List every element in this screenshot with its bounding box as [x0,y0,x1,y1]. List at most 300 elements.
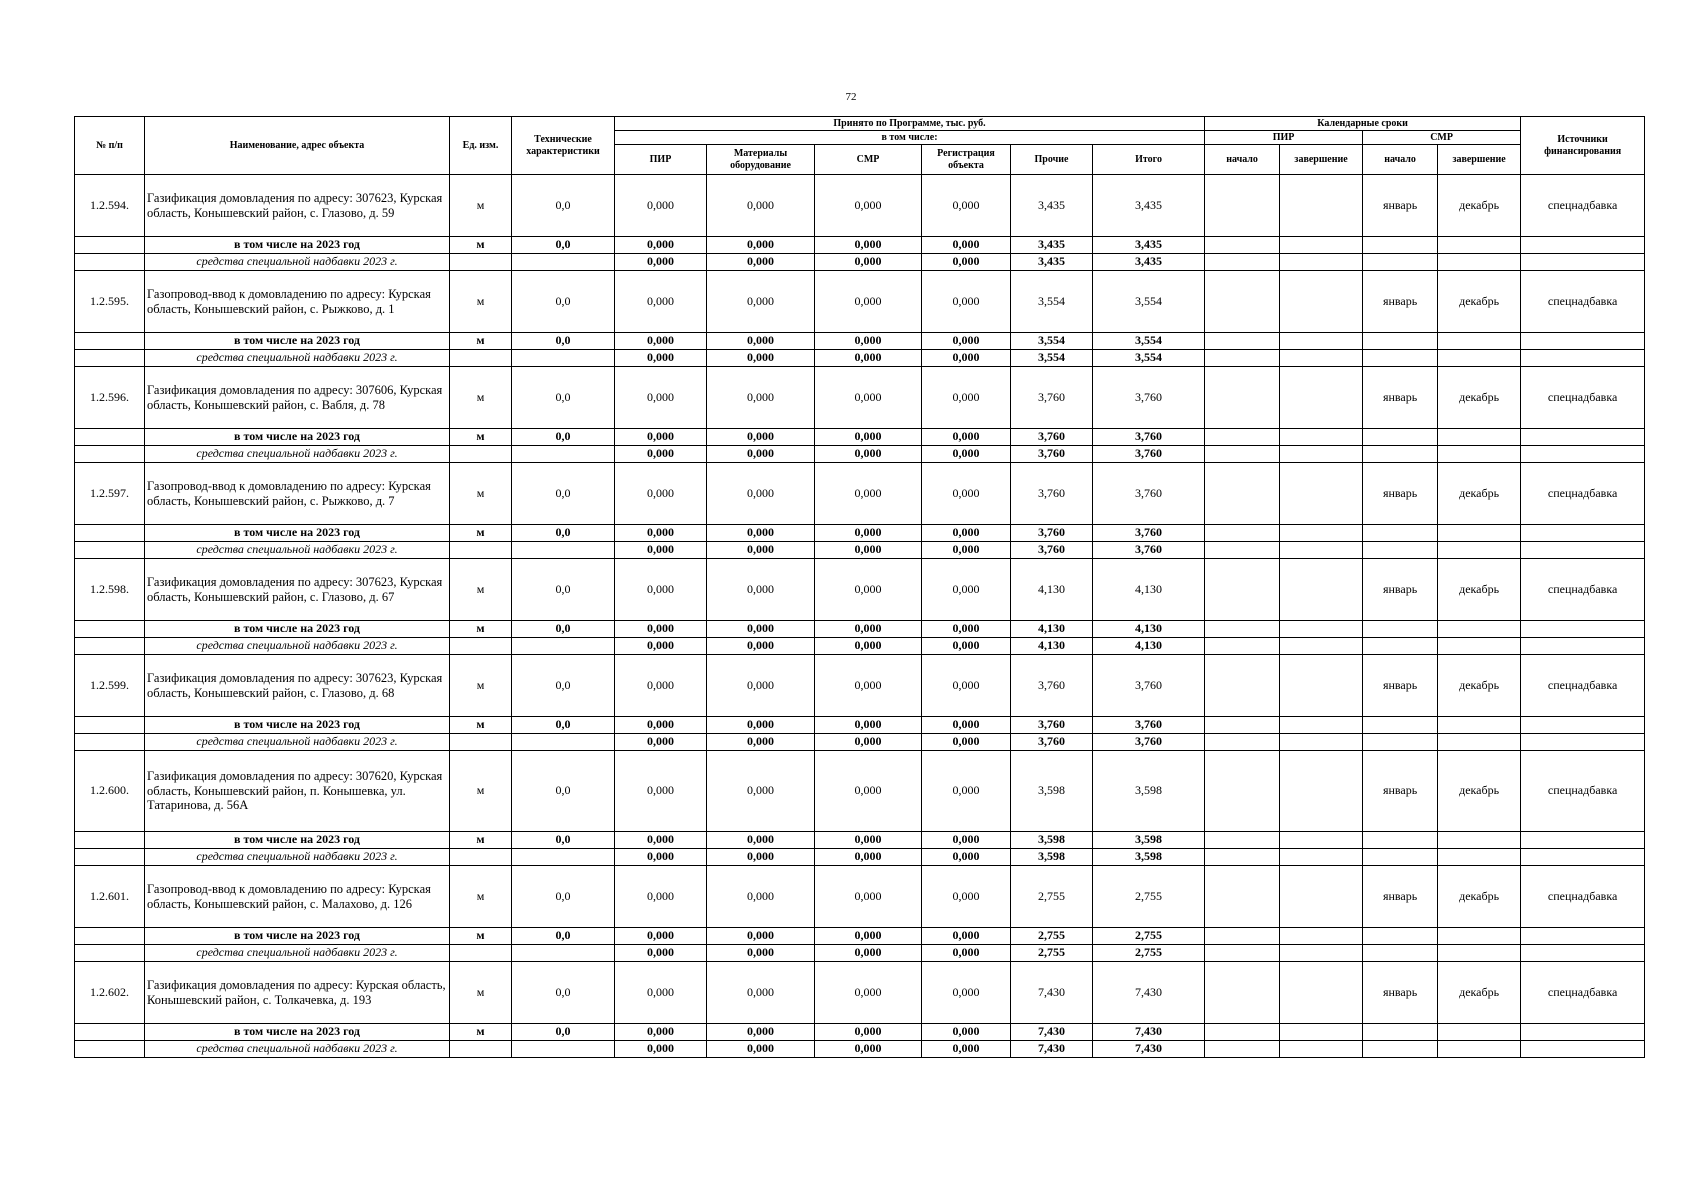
row-number: 1.2.595. [75,271,145,333]
pir-cell: 0,000 [615,655,707,717]
unit-cell: м [450,655,512,717]
pir-cell: 0,000 [615,1041,707,1058]
registration-cell: 0,000 [922,237,1011,254]
header-pir-end: завершение [1280,145,1363,175]
pir-start-cell [1205,962,1280,1024]
empty-cell [75,525,145,542]
smr-end-cell: декабрь [1438,271,1521,333]
pir-cell: 0,000 [615,367,707,429]
table-row [75,463,1645,525]
table-header [75,117,1645,175]
header-smr: СМР [815,145,922,175]
empty-cell [1438,429,1521,446]
empty-cell [1521,734,1645,751]
tech-cell: 0,0 [512,621,615,638]
empty-cell [1438,638,1521,655]
tech-cell: 0,0 [512,271,615,333]
empty-cell [1363,638,1438,655]
empty-cell [1521,237,1645,254]
empty-cell [1280,237,1363,254]
header-materials: Материалы оборудование [707,145,815,175]
pir-cell: 0,000 [615,1024,707,1041]
row-number: 1.2.602. [75,962,145,1024]
header-including: в том числе: [615,131,1205,145]
pir-cell: 0,000 [615,928,707,945]
smr-cell: 0,000 [815,849,922,866]
empty-cell [1205,945,1280,962]
smr-end-cell: декабрь [1438,751,1521,832]
pir-start-cell [1205,367,1280,429]
registration-cell: 0,000 [922,350,1011,367]
header-cal-pir: ПИР [1205,131,1363,145]
pir-start-cell [1205,271,1280,333]
empty-cell [75,254,145,271]
smr-cell: 0,000 [815,237,922,254]
empty-cell [1205,638,1280,655]
object-name: Газификация домовладения по адресу: 307623, Курская область, Конышевский район, с. Глазово, д. 67 [145,559,450,621]
registration-cell: 0,000 [922,333,1011,350]
smr-end-cell: декабрь [1438,866,1521,928]
subtotal-label: в том числе на 2023 год [145,1024,450,1041]
registration-cell: 0,000 [922,638,1011,655]
empty-cell [1280,254,1363,271]
header-tech: Технические характеристики [512,117,615,175]
source-cell: спецнадбавка [1521,175,1645,237]
header-other: Прочие [1011,145,1093,175]
empty-cell [1205,1024,1280,1041]
empty-cell [1438,237,1521,254]
object-name: Газификация домовладения по адресу: 307620, Курская область, Конышевский район, п. Конышевка, ул. Татаринова, д. 56А [145,751,450,832]
empty-cell [450,254,512,271]
unit-cell: м [450,237,512,254]
total-cell: 2,755 [1093,928,1205,945]
subtotal-label: в том числе на 2023 год [145,429,450,446]
total-cell: 3,598 [1093,832,1205,849]
smr-start-cell: январь [1363,866,1438,928]
registration-cell: 0,000 [922,525,1011,542]
empty-cell [450,446,512,463]
unit-cell: м [450,1024,512,1041]
row-number: 1.2.598. [75,559,145,621]
header-unit: Ед. изм. [450,117,512,175]
empty-cell [1363,525,1438,542]
table-row [75,655,1645,717]
other-cell: 3,760 [1011,542,1093,559]
subtotal-row [75,928,1645,945]
materials-cell: 0,000 [707,751,815,832]
subtotal-label: в том числе на 2023 год [145,237,450,254]
other-cell: 3,760 [1011,367,1093,429]
header-name: Наименование, адрес объекта [145,117,450,175]
pir-cell: 0,000 [615,254,707,271]
materials-cell: 0,000 [707,446,815,463]
materials-cell: 0,000 [707,429,815,446]
empty-cell [1521,542,1645,559]
row-number: 1.2.596. [75,367,145,429]
source-cell: спецнадбавка [1521,463,1645,525]
empty-cell [1363,849,1438,866]
fund-row [75,350,1645,367]
total-cell: 3,554 [1093,333,1205,350]
registration-cell: 0,000 [922,866,1011,928]
smr-cell: 0,000 [815,1041,922,1058]
empty-cell [512,350,615,367]
empty-cell [1521,333,1645,350]
empty-cell [75,638,145,655]
smr-cell: 0,000 [815,525,922,542]
pir-cell: 0,000 [615,237,707,254]
program-table [74,116,1645,1058]
empty-cell [1280,1024,1363,1041]
subtotal-row [75,832,1645,849]
other-cell: 3,554 [1011,333,1093,350]
registration-cell: 0,000 [922,254,1011,271]
empty-cell [1280,446,1363,463]
empty-cell [1438,1041,1521,1058]
header-num: № п/п [75,117,145,175]
other-cell: 3,760 [1011,429,1093,446]
smr-start-cell: январь [1363,962,1438,1024]
empty-cell [1438,542,1521,559]
tech-cell: 0,0 [512,559,615,621]
pir-cell: 0,000 [615,463,707,525]
other-cell: 4,130 [1011,638,1093,655]
empty-cell [1438,621,1521,638]
empty-cell [1363,254,1438,271]
pir-cell: 0,000 [615,175,707,237]
smr-cell: 0,000 [815,1024,922,1041]
registration-cell: 0,000 [922,717,1011,734]
empty-cell [75,945,145,962]
smr-cell: 0,000 [815,350,922,367]
empty-cell [1280,832,1363,849]
registration-cell: 0,000 [922,367,1011,429]
object-name: Газификация домовладения по адресу: Курская область, Конышевский район, с. Толкачевка, д. 193 [145,962,450,1024]
subtotal-label: в том числе на 2023 год [145,333,450,350]
header-calendar: Календарные сроки [1205,117,1521,131]
total-cell: 3,760 [1093,463,1205,525]
smr-cell: 0,000 [815,429,922,446]
smr-end-cell: декабрь [1438,655,1521,717]
pir-cell: 0,000 [615,559,707,621]
smr-start-cell: январь [1363,271,1438,333]
header-accepted: Принято по Программе, тыс. руб. [615,117,1205,131]
empty-cell [1363,429,1438,446]
header-registration: Регистрация объекта [922,145,1011,175]
materials-cell: 0,000 [707,237,815,254]
pir-cell: 0,000 [615,446,707,463]
empty-cell [1438,832,1521,849]
empty-cell [512,734,615,751]
object-name: Газификация домовладения по адресу: 307606, Курская область, Конышевский район, с. Вабля, д. 78 [145,367,450,429]
total-cell: 3,760 [1093,655,1205,717]
tech-cell: 0,0 [512,429,615,446]
table-body [75,175,1645,1058]
other-cell: 4,130 [1011,559,1093,621]
header-pir-start: начало [1205,145,1280,175]
header-smr-end: завершение [1438,145,1521,175]
tech-cell: 0,0 [512,962,615,1024]
object-name: Газопровод-ввод к домовладению по адресу: Курская область, Конышевский район, с. Малахово, д. 126 [145,866,450,928]
registration-cell: 0,000 [922,621,1011,638]
tech-cell: 0,0 [512,333,615,350]
registration-cell: 0,000 [922,559,1011,621]
empty-cell [450,638,512,655]
empty-cell [1205,446,1280,463]
subtotal-row [75,621,1645,638]
page-number: 72 [845,91,857,103]
other-cell: 3,760 [1011,655,1093,717]
smr-cell: 0,000 [815,945,922,962]
empty-cell [1205,525,1280,542]
smr-cell: 0,000 [815,271,922,333]
subtotal-label: в том числе на 2023 год [145,717,450,734]
total-cell: 3,598 [1093,751,1205,832]
pir-end-cell [1280,962,1363,1024]
row-number: 1.2.597. [75,463,145,525]
empty-cell [1205,542,1280,559]
other-cell: 3,435 [1011,237,1093,254]
subtotal-label: в том числе на 2023 год [145,525,450,542]
smr-cell: 0,000 [815,367,922,429]
empty-cell [1205,849,1280,866]
smr-cell: 0,000 [815,962,922,1024]
empty-cell [1363,717,1438,734]
pir-end-cell [1280,559,1363,621]
empty-cell [1521,429,1645,446]
materials-cell: 0,000 [707,638,815,655]
empty-cell [75,237,145,254]
empty-cell [450,542,512,559]
smr-end-cell: декабрь [1438,559,1521,621]
source-cell: спецнадбавка [1521,559,1645,621]
total-cell: 3,554 [1093,271,1205,333]
empty-cell [1438,350,1521,367]
empty-cell [1438,734,1521,751]
other-cell: 3,760 [1011,463,1093,525]
unit-cell: м [450,525,512,542]
row-number: 1.2.601. [75,866,145,928]
smr-cell: 0,000 [815,463,922,525]
materials-cell: 0,000 [707,271,815,333]
pir-cell: 0,000 [615,333,707,350]
empty-cell [1521,1024,1645,1041]
empty-cell [1438,1024,1521,1041]
pir-cell: 0,000 [615,638,707,655]
other-cell: 3,760 [1011,525,1093,542]
materials-cell: 0,000 [707,463,815,525]
smr-cell: 0,000 [815,928,922,945]
fund-label: средства специальной надбавки 2023 г. [145,254,450,271]
total-cell: 3,760 [1093,542,1205,559]
empty-cell [1438,446,1521,463]
materials-cell: 0,000 [707,525,815,542]
empty-cell [1363,542,1438,559]
registration-cell: 0,000 [922,542,1011,559]
header-sources: Источники финансирования [1521,117,1645,175]
total-cell: 3,760 [1093,734,1205,751]
empty-cell [75,717,145,734]
materials-cell: 0,000 [707,254,815,271]
empty-cell [512,638,615,655]
total-cell: 2,755 [1093,866,1205,928]
subtotal-row [75,1024,1645,1041]
empty-cell [1521,717,1645,734]
tech-cell: 0,0 [512,866,615,928]
pir-cell: 0,000 [615,271,707,333]
smr-cell: 0,000 [815,621,922,638]
subtotal-row [75,525,1645,542]
empty-cell [1438,717,1521,734]
empty-cell [75,928,145,945]
empty-cell [512,1041,615,1058]
smr-cell: 0,000 [815,717,922,734]
other-cell: 2,755 [1011,928,1093,945]
total-cell: 2,755 [1093,945,1205,962]
total-cell: 3,760 [1093,525,1205,542]
table-row [75,175,1645,237]
empty-cell [1521,832,1645,849]
materials-cell: 0,000 [707,367,815,429]
pir-cell: 0,000 [615,429,707,446]
smr-cell: 0,000 [815,542,922,559]
empty-cell [75,429,145,446]
pir-start-cell [1205,751,1280,832]
materials-cell: 0,000 [707,717,815,734]
row-number: 1.2.599. [75,655,145,717]
empty-cell [1438,849,1521,866]
total-cell: 4,130 [1093,559,1205,621]
empty-cell [1280,849,1363,866]
empty-cell [1280,717,1363,734]
smr-end-cell: декабрь [1438,175,1521,237]
materials-cell: 0,000 [707,542,815,559]
registration-cell: 0,000 [922,832,1011,849]
materials-cell: 0,000 [707,621,815,638]
empty-cell [1280,350,1363,367]
empty-cell [1363,928,1438,945]
empty-cell [1205,621,1280,638]
materials-cell: 0,000 [707,175,815,237]
empty-cell [1280,1041,1363,1058]
total-cell: 7,430 [1093,1024,1205,1041]
empty-cell [1521,525,1645,542]
smr-end-cell: декабрь [1438,463,1521,525]
other-cell: 3,435 [1011,254,1093,271]
object-name: Газификация домовладения по адресу: 307623, Курская область, Конышевский район, с. Глазово, д. 68 [145,655,450,717]
unit-cell: м [450,832,512,849]
smr-start-cell: январь [1363,175,1438,237]
fund-label: средства специальной надбавки 2023 г. [145,849,450,866]
registration-cell: 0,000 [922,928,1011,945]
tech-cell: 0,0 [512,928,615,945]
empty-cell [1363,333,1438,350]
unit-cell: м [450,928,512,945]
pir-cell: 0,000 [615,866,707,928]
total-cell: 3,598 [1093,849,1205,866]
empty-cell [1363,832,1438,849]
materials-cell: 0,000 [707,832,815,849]
unit-cell: м [450,271,512,333]
subtotal-row [75,717,1645,734]
total-cell: 7,430 [1093,1041,1205,1058]
fund-row [75,945,1645,962]
empty-cell [75,621,145,638]
smr-cell: 0,000 [815,333,922,350]
empty-cell [1363,945,1438,962]
table-row [75,751,1645,832]
tech-cell: 0,0 [512,655,615,717]
fund-label: средства специальной надбавки 2023 г. [145,638,450,655]
empty-cell [512,849,615,866]
pir-cell: 0,000 [615,542,707,559]
unit-cell: м [450,463,512,525]
tech-cell: 0,0 [512,832,615,849]
total-cell: 3,435 [1093,175,1205,237]
empty-cell [1280,638,1363,655]
pir-cell: 0,000 [615,717,707,734]
tech-cell: 0,0 [512,1024,615,1041]
materials-cell: 0,000 [707,866,815,928]
pir-cell: 0,000 [615,350,707,367]
total-cell: 4,130 [1093,638,1205,655]
header-total: Итого [1093,145,1205,175]
pir-cell: 0,000 [615,832,707,849]
materials-cell: 0,000 [707,350,815,367]
fund-label: средства специальной надбавки 2023 г. [145,945,450,962]
materials-cell: 0,000 [707,928,815,945]
table-row [75,367,1645,429]
unit-cell: м [450,621,512,638]
object-name: Газопровод-ввод к домовладению по адресу: Курская область, Конышевский район, с. Рыжково, д. 7 [145,463,450,525]
empty-cell [75,832,145,849]
fund-label: средства специальной надбавки 2023 г. [145,734,450,751]
pir-cell: 0,000 [615,734,707,751]
source-cell: спецнадбавка [1521,962,1645,1024]
empty-cell [1205,1041,1280,1058]
empty-cell [1280,333,1363,350]
total-cell: 3,435 [1093,254,1205,271]
unit-cell: м [450,751,512,832]
header-smr-start: начало [1363,145,1438,175]
subtotal-label: в том числе на 2023 год [145,928,450,945]
fund-row [75,446,1645,463]
table-row [75,866,1645,928]
header-cal-smr: СМР [1363,131,1521,145]
empty-cell [512,446,615,463]
empty-cell [1205,429,1280,446]
table-row [75,271,1645,333]
registration-cell: 0,000 [922,446,1011,463]
empty-cell [75,734,145,751]
subtotal-row [75,237,1645,254]
empty-cell [1205,350,1280,367]
smr-cell: 0,000 [815,254,922,271]
materials-cell: 0,000 [707,333,815,350]
empty-cell [1438,525,1521,542]
materials-cell: 0,000 [707,1024,815,1041]
object-name: Газификация домовладения по адресу: 307623, Курская область, Конышевский район, с. Глазово, д. 59 [145,175,450,237]
other-cell: 2,755 [1011,866,1093,928]
other-cell: 4,130 [1011,621,1093,638]
source-cell: спецнадбавка [1521,751,1645,832]
fund-row [75,849,1645,866]
subtotal-row [75,333,1645,350]
registration-cell: 0,000 [922,1041,1011,1058]
total-cell: 7,430 [1093,962,1205,1024]
total-cell: 3,760 [1093,429,1205,446]
table-row [75,559,1645,621]
